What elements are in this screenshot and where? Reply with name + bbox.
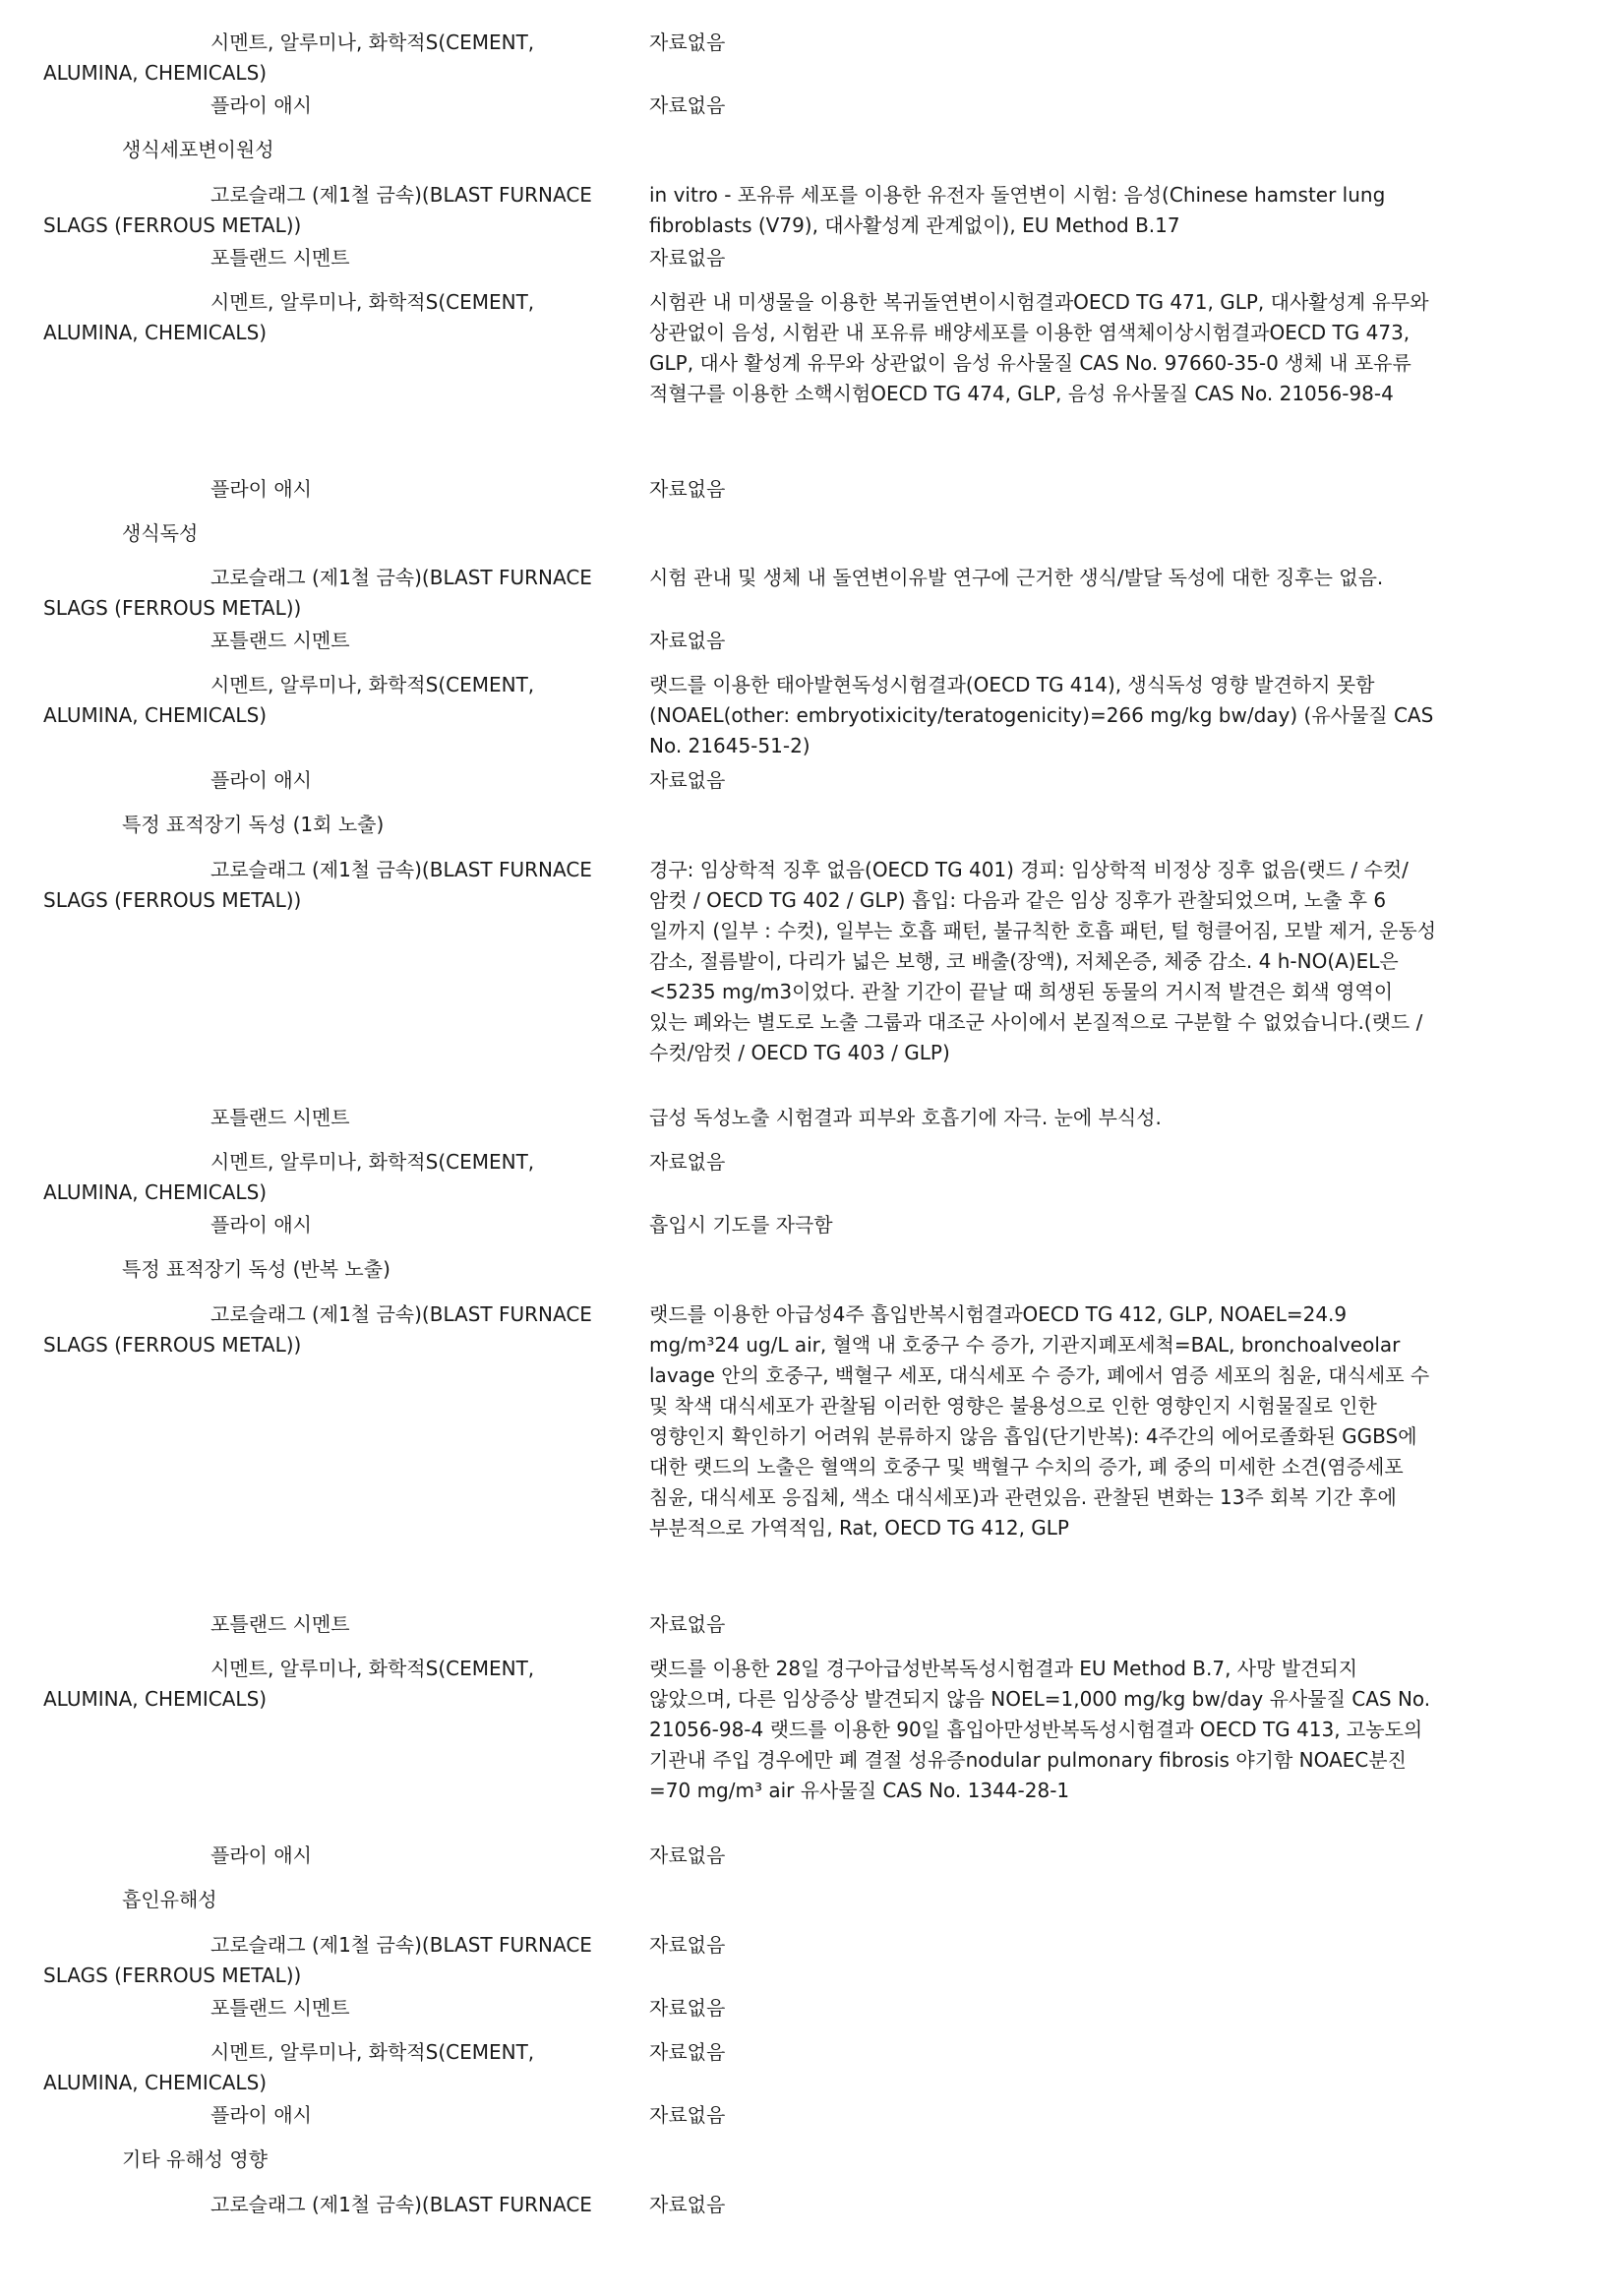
substance-name: 시멘트, 알루미나, 화학적S(CEMENT, ALUMINA, CHEMICALS): [43, 673, 535, 727]
section-heading: 생식독성: [122, 521, 199, 545]
substance-name: 포틀랜드 시멘트: [210, 1106, 350, 1129]
substance-name: 플라이 애시: [210, 93, 312, 117]
substance-name: 시멘트, 알루미나, 화학적S(CEMENT, ALUMINA, CHEMICALS): [43, 1150, 535, 1204]
substance-name: 고로슬래그 (제1철 금속)(BLAST FURNACE SLAGS (FERROUS METAL)): [43, 858, 592, 912]
toxicity-value: 자료없음: [649, 2040, 726, 2064]
substance-name: 플라이 애시: [210, 1843, 312, 1867]
toxicity-value: 랫드를 이용한 태아발현독성시험결과(OECD TG 414), 생식독성 영향 발견하지 못함 (NOAEL(other: embryotixicity/teratogenicity)=266 mg/kg bw/day) (유사물질 CAS No. 21645-51-2): [649, 673, 1434, 757]
substance-name: 고로슬래그 (제1철 금속)(BLAST FURNACE SLAGS (FERROUS METAL)): [43, 1933, 592, 1987]
substance-name: 플라이 애시: [210, 477, 312, 501]
toxicity-value: 자료없음: [649, 2103, 726, 2127]
substance-name: 포틀랜드 시멘트: [210, 629, 350, 652]
substance-name: 시멘트, 알루미나, 화학적S(CEMENT, ALUMINA, CHEMICALS): [43, 30, 535, 85]
toxicity-value: 시험 관내 및 생체 내 돌연변이유발 연구에 근거한 생식/발달 독성에 대한 징후는 없음.: [649, 566, 1384, 589]
section-heading: 특정 표적장기 독성 (1회 노출): [122, 813, 385, 836]
substance-name: 포틀랜드 시멘트: [210, 1612, 350, 1636]
toxicity-value: 자료없음: [649, 768, 726, 792]
substance-name: 플라이 애시: [210, 1213, 312, 1237]
substance-name: 고로슬래그 (제1철 금속)(BLAST FURNACE: [210, 2193, 592, 2216]
substance-name: 포틀랜드 시멘트: [210, 246, 350, 270]
substance-name: 플라이 애시: [210, 2103, 312, 2127]
substance-name: 시멘트, 알루미나, 화학적S(CEMENT, ALUMINA, CHEMICALS): [43, 290, 535, 344]
section-heading: 생식세포변이원성: [122, 138, 274, 161]
section-heading: 특정 표적장기 독성 (반복 노출): [122, 1257, 390, 1281]
substance-name: 고로슬래그 (제1철 금속)(BLAST FURNACE SLAGS (FERROUS METAL)): [43, 1302, 592, 1357]
toxicity-value: 자료없음: [649, 30, 726, 54]
toxicity-value: 자료없음: [649, 1150, 726, 1174]
toxicity-value: 자료없음: [649, 2193, 726, 2216]
toxicity-value: 경구: 임상학적 징후 없음(OECD TG 401) 경피: 임상학적 비정상 징후 없음(랫드 / 수컷/암컷 / OECD TG 402 / GLP) 흡입: 다음과 같은 임상 징후가 관찰되었으며, 노출 후 6 일까지 (일부 : 수컷), 일부는 호흡 패턴, 불규칙한 호흡 패턴, 털 헝클어짐, 모발 제거, 운동성 감소, 절름발이, 다리가 넓은 보행, 코 배출(장액), 저체온증, 체중 감소. 4 h-NO(A)EL은 <5235 mg/m3이었다. 관찰 기간이 끝날 때 희생된 동물의 거시적 발견은 회색 영역이 있는 폐와는 별도로 노출 그룹과 대조군 사이에서 본질적으로 구분할 수 없었습니다.(랫드 / 수컷/암컷 / OECD TG 403 / GLP): [649, 858, 1437, 1064]
substance-name: 고로슬래그 (제1철 금속)(BLAST FURNACE SLAGS (FERROUS METAL)): [43, 566, 592, 620]
toxicity-value: 시험관 내 미생물을 이용한 복귀돌연변이시험결과OECD TG 471, GLP, 대사활성계 유무와 상관없이 음성, 시험관 내 포유류 배양세포를 이용한 염색체이상시험결과OECD TG 473, GLP, 대사 활성계 유무와 상관없이 음성 유사물질 CAS No. 97660-35-0 생체 내 포유류 적혈구를 이용한 소핵시험OECD TG 474, GLP, 음성 유사물질 CAS No. 21056-98-4: [649, 290, 1429, 405]
substance-name: 플라이 애시: [210, 768, 312, 792]
substance-name: 포틀랜드 시멘트: [210, 1996, 350, 2020]
toxicity-value: 자료없음: [649, 629, 726, 652]
toxicity-value: 급성 독성노출 시험결과 피부와 호흡기에 자극. 눈에 부식성.: [649, 1106, 1162, 1129]
toxicity-value: 자료없음: [649, 246, 726, 270]
toxicity-value: 흡입시 기도를 자극함: [649, 1213, 833, 1237]
substance-name: 고로슬래그 (제1철 금속)(BLAST FURNACE SLAGS (FERROUS METAL)): [43, 183, 592, 237]
section-heading: 기타 유해성 영향: [122, 2147, 268, 2171]
toxicity-value: 자료없음: [649, 477, 726, 501]
toxicity-value: in vitro - 포유류 세포를 이용한 유전자 돌연변이 시험: 음성(Chinese hamster lung fibroblasts (V79), 대사활성계 관계없이), EU Method B.17: [649, 183, 1386, 237]
toxicity-value: 랫드를 이용한 28일 경구아급성반복독성시험결과 EU Method B.7, 사망 발견되지 않았으며, 다른 임상증상 발견되지 않음 NOEL=1,000 mg/kg bw/day 유사물질 CAS No. 21056-98-4 랫드를 이용한 90일 흡입아만성반복독성시험결과 OECD TG 413, 고농도의 기관내 주입 경우에만 폐 결절 성유증nodular pulmonary fibrosis 야기함 NOAEC분진=70 mg/m³ air 유사물질 CAS No. 1344-28-1: [649, 1657, 1431, 1802]
substance-name: 시멘트, 알루미나, 화학적S(CEMENT, ALUMINA, CHEMICALS): [43, 1657, 535, 1711]
section-heading: 흡인유해성: [122, 1888, 217, 1911]
toxicity-value: 자료없음: [649, 1843, 726, 1867]
toxicity-value: 자료없음: [649, 93, 726, 117]
toxicity-value: 자료없음: [649, 1996, 726, 2020]
toxicity-value: 자료없음: [649, 1612, 726, 1636]
toxicity-value: 자료없음: [649, 1933, 726, 1957]
toxicity-value: 랫드를 이용한 아급성4주 흡입반복시험결과OECD TG 412, GLP, NOAEL=24.9 mg/m³24 ug/L air, 혈액 내 호중구 수 증가, 기관지폐포세척=BAL, bronchoalveolar lavage 안의 호중구, 백혈구 세포, 대식세포 수 증가, 폐에서 염증 세포의 침윤, 대식세포 수 및 착색 대식세포가 관찰됨 이러한 영향은 불용성으로 인한 영향인지 시험물질로 인한 영향인지 확인하기 어려워 분류하지 않음 흡입(단기반복): 4주간의 에어로졸화된 GGBS에 대한 랫드의 노출은 혈액의 호중구 및 백혈구 수치의 증가, 폐 중의 미세한 소견(염증세포 침윤, 대식세포 응집체, 색소 대식세포)과 관련있음. 관찰된 변화는 13주 회복 기간 후에 부분적으로 가역적임, Rat, OECD TG 412, GLP: [649, 1302, 1430, 1540]
substance-name: 시멘트, 알루미나, 화학적S(CEMENT, ALUMINA, CHEMICALS): [43, 2040, 535, 2094]
